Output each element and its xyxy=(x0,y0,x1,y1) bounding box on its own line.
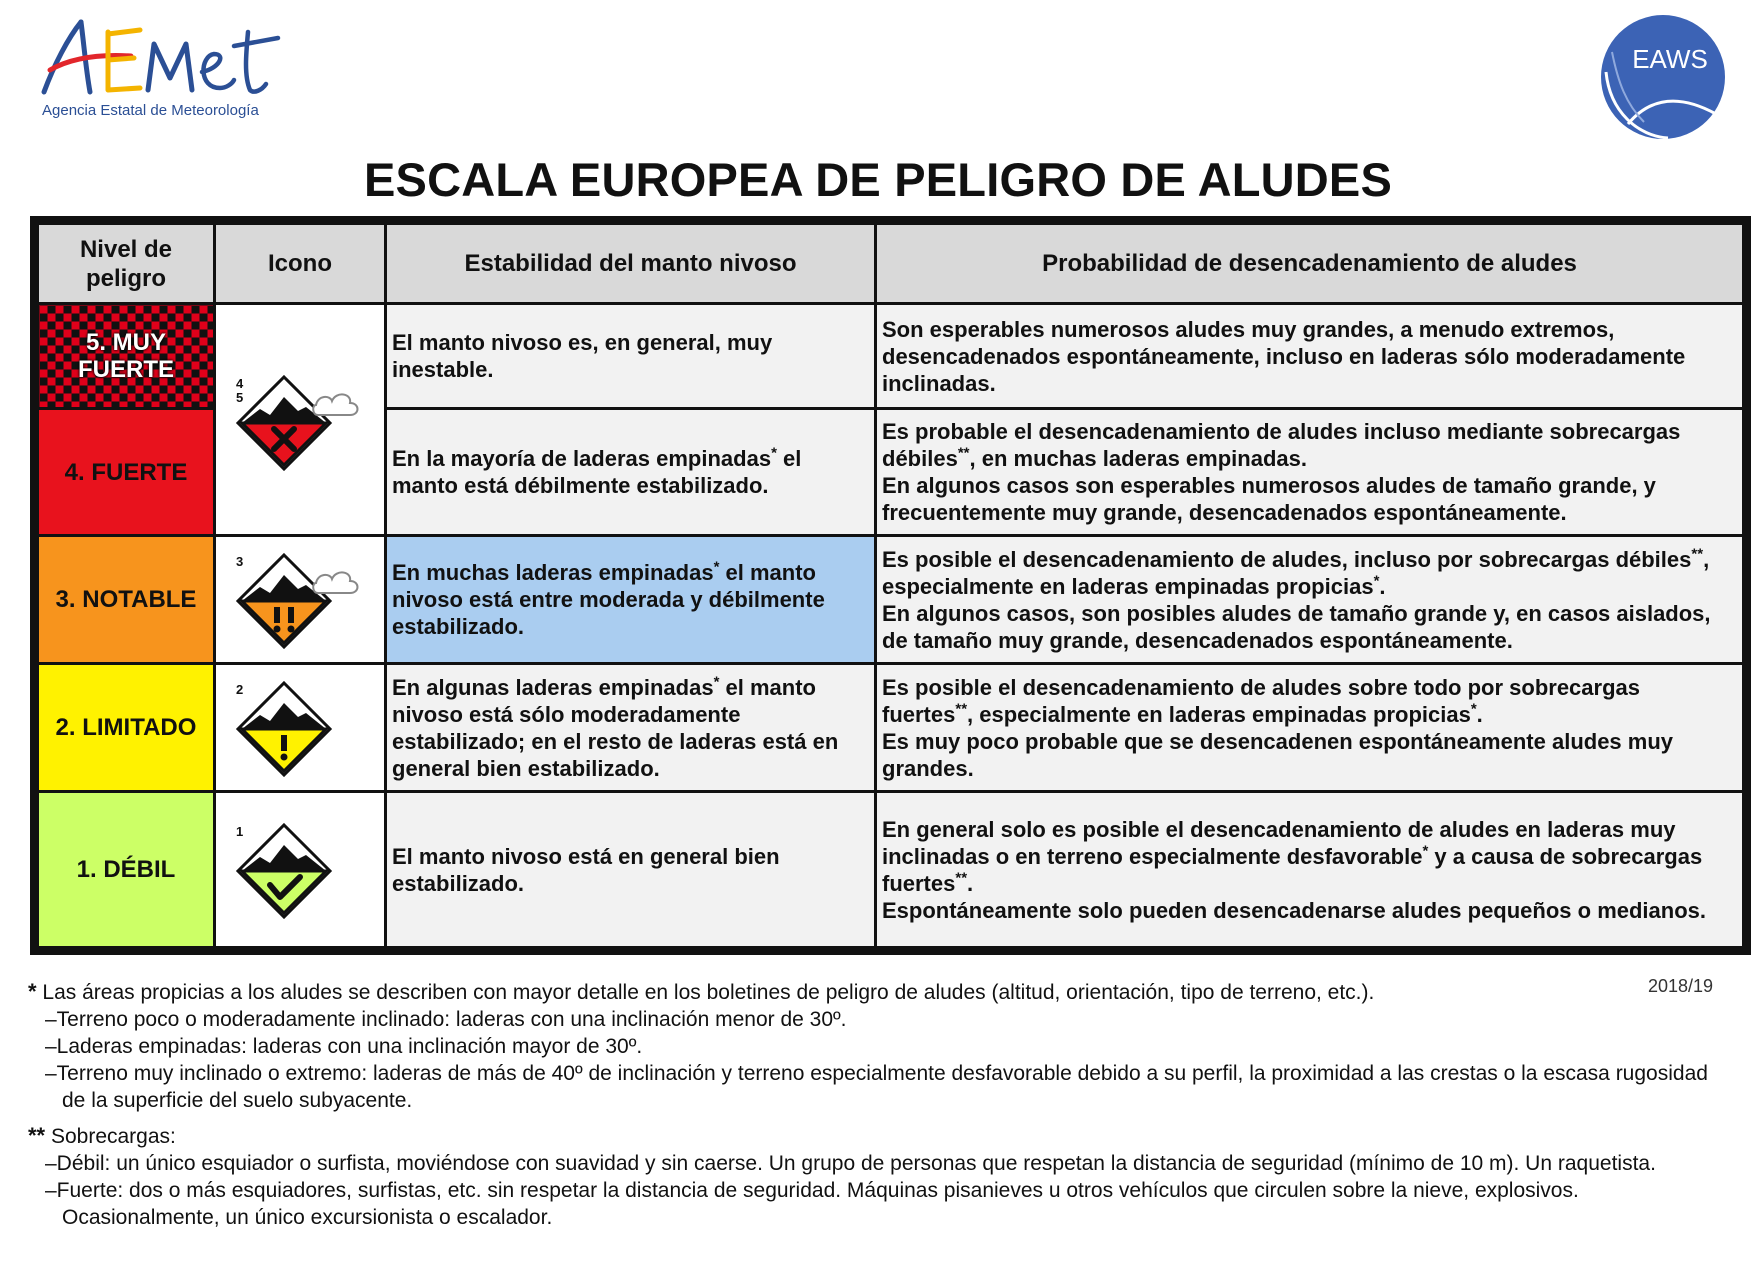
aemet-subtitle: Agencia Estatal de Meteorología xyxy=(42,102,259,119)
stability-level-2 xyxy=(386,664,876,792)
icon-cell-1 xyxy=(215,792,386,951)
level-5-cell: 5. MUY FUERTE xyxy=(35,304,215,409)
eaws-logo xyxy=(1598,12,1728,142)
probability-level-1-stars: ** xyxy=(955,869,968,887)
stability-level-4 xyxy=(386,409,876,536)
stability-level-1: El manto nivoso está en general bien estabilizado. xyxy=(386,792,876,951)
probability-level-3-text-b: , especialmente en laderas empinadas propicias xyxy=(882,546,1710,599)
probability-level-1-text-c: . xyxy=(967,870,974,896)
footnote-loads-item-1: –Débil: un único esquiador o surfista, moviéndose con suavidad y sin caerse. Un grupo de personas que respetan la distancia de seguridad (mínimo de 10 m). Un raquetista. xyxy=(45,1152,1656,1175)
header-stability: Estabilidad del manto nivoso xyxy=(386,221,876,304)
icon-number-4: 4 xyxy=(236,376,244,391)
icon-number-1: 1 xyxy=(236,824,244,839)
aemet-logo-graphic xyxy=(36,10,286,105)
icon-number-3: 3 xyxy=(236,554,244,569)
probability-level-2-text-d: Es muy poco probable que se desencadenen espontáneamente aludes muy grandes. xyxy=(882,728,1674,781)
probability-level-4-text-a: Es probable el desencadenamiento de aludes incluso mediante sobrecargas débiles xyxy=(882,419,1681,471)
danger-icon-2 xyxy=(236,681,376,777)
footnote-loads-text: Sobrecargas: xyxy=(45,1125,176,1148)
danger-level-4-5-icon xyxy=(236,375,376,471)
season-label: 2018/19 xyxy=(1648,976,1714,996)
stability-level-2-text-b: el manto nivoso está sólo moderadamente estabilizado; en el resto de laderas está en general bien estabilizado. xyxy=(392,674,839,781)
footnote-star: * xyxy=(28,979,37,1004)
footnote-terrain-item-2: –Laderas empinadas: laderas con una inclinación mayor de 30º. xyxy=(45,1035,643,1058)
footnote-terrain-item-3: –Terreno muy inclinado o extremo: laderas de más de 40º de inclinación y terreno especialmente desfavorable debido a su perfil, la proximidad a las crestas o la escasa rugosidad de la superficie del suelo subyacente. xyxy=(45,1062,1708,1112)
probability-level-3-stars: ** xyxy=(1691,545,1704,563)
footnote-loads xyxy=(28,1122,1728,1231)
footnote-double-star: ** xyxy=(28,1123,46,1148)
stability-level-3-text-b: el manto nivoso está entre moderada y débilmente estabilizado. xyxy=(392,560,825,639)
probability-level-4-text-c: En algunos casos son esperables numerosos aludes de tamaño grande, y frecuentemente muy grande, desencadenados espontáneamente. xyxy=(882,473,1656,525)
probability-level-1-text-d: Espontáneamente solo pueden desencadenarse aludes pequeños o medianos. xyxy=(882,897,1707,923)
level-1-cell: 1. DÉBIL xyxy=(35,792,215,951)
probability-level-5: Son esperables numerosos aludes muy grandes, a menudo extremos, desencadenados espontáneamente, incluso en laderas sólo moderadamente inclinadas. xyxy=(876,304,1747,409)
footnote-terrain xyxy=(28,978,1728,1114)
table-row-level-5 xyxy=(35,304,1747,409)
table-row-level-2 xyxy=(35,664,1747,792)
danger-scale-table xyxy=(30,216,1751,955)
probability-level-3-star: * xyxy=(1373,572,1380,590)
aemet-logo xyxy=(36,10,286,122)
probability-level-4 xyxy=(876,409,1747,536)
eaws-logo-graphic xyxy=(1598,12,1728,142)
probability-level-2-star: * xyxy=(1470,700,1477,718)
eaws-logo-text: EAWS xyxy=(1632,44,1708,74)
probability-level-2-text-a: Es posible el desencadenamiento de aludes sobre todo por sobrecargas fuertes xyxy=(882,674,1641,727)
stability-level-4-star: * xyxy=(771,444,777,462)
page-title: ESCALA EUROPEA DE PELIGRO DE ALUDES xyxy=(363,153,1393,206)
stability-level-5: El manto nivoso es, en general, muy inestable. xyxy=(386,304,876,409)
probability-level-1-text-b: y a causa de sobrecargas fuertes xyxy=(882,843,1703,896)
danger-icon-1 xyxy=(236,823,376,919)
probability-level-4-text-b: , en muchas laderas empinadas. xyxy=(969,446,1307,471)
icon-cell-4-5 xyxy=(215,304,386,536)
footnote-terrain-item-1: –Terreno poco o moderadamente inclinado: laderas con una inclinación menor de 30º. xyxy=(45,1008,847,1031)
level-4-cell: 4. FUERTE xyxy=(35,409,215,536)
stability-level-4-text-a: En la mayoría de laderas empinadas xyxy=(392,446,772,471)
stability-level-2-text-a: En algunas laderas empinadas xyxy=(392,674,714,700)
header-probability: Probabilidad de desencadenamiento de aludes xyxy=(876,221,1747,304)
probability-level-3 xyxy=(876,536,1747,664)
stability-level-2-star: * xyxy=(713,673,720,691)
level-2-cell: 2. LIMITADO xyxy=(35,664,215,792)
danger-icon-4-5 xyxy=(236,375,376,471)
footnotes xyxy=(28,978,1728,1231)
stability-level-3-star: * xyxy=(713,558,720,576)
footnote-loads-intro xyxy=(28,1122,1728,1150)
footnote-terrain-text: Las áreas propicias a los aludes se describen con mayor detalle en los boletines de peligro de aludes (altitud, orientación, tipo de terreno, etc.). xyxy=(36,981,1375,1004)
stability-level-3 xyxy=(386,536,876,664)
probability-level-4-stars: ** xyxy=(957,444,970,462)
probability-level-1-star: * xyxy=(1422,842,1429,860)
danger-level-3-icon xyxy=(236,553,376,649)
table-row-level-3 xyxy=(35,536,1747,664)
probability-level-3-text-d: En algunos casos, son posibles aludes de tamaño grande y, en casos aislados, de tamaño muy grande, desencadenados espontáneamente. xyxy=(882,600,1711,653)
table-header-row xyxy=(35,221,1747,304)
icon-number-2: 2 xyxy=(236,682,244,697)
icon-cell-2 xyxy=(215,664,386,792)
probability-level-1-text-a: En general solo es posible el desencadenamiento de aludes en laderas muy inclinadas o en terreno especialmente desfavorable xyxy=(882,816,1676,869)
icon-cell-3 xyxy=(215,536,386,664)
header-level: Nivel de peligro xyxy=(35,221,215,304)
header-icon: Icono xyxy=(215,221,386,304)
probability-level-2-stars: ** xyxy=(955,700,968,718)
stability-level-4-text-b: el manto está débilmente estabilizado. xyxy=(392,446,802,498)
probability-level-3-text-c: . xyxy=(1379,573,1386,599)
icon-number-5: 5 xyxy=(236,390,244,405)
danger-level-2-icon xyxy=(236,681,376,777)
footnote-loads-item-2: –Fuerte: dos o más esquiadores, surfistas, etc. sin respetar la distancia de seguridad. Máquinas pisanieves u otros vehículos que circulen sobre la nieve, explosivos. Ocasionalmente, un único excursionista o escalador. xyxy=(45,1179,1579,1229)
table-row-level-1 xyxy=(35,792,1747,951)
probability-level-2-text-b: , especialmente en laderas empinadas propicias xyxy=(967,701,1471,727)
danger-icon-3 xyxy=(236,553,376,649)
level-3-cell: 3. NOTABLE xyxy=(35,536,215,664)
stability-level-3-text-a: En muchas laderas empinadas xyxy=(392,560,714,585)
probability-level-3-text-a: Es posible el desencadenamiento de aludes, incluso por sobrecargas débiles xyxy=(882,546,1692,572)
probability-level-2 xyxy=(876,664,1747,792)
probability-level-1 xyxy=(876,792,1747,951)
danger-level-1-icon xyxy=(236,823,376,919)
probability-level-2-text-c: . xyxy=(1476,701,1483,727)
footnote-terrain-intro xyxy=(28,978,1728,1006)
